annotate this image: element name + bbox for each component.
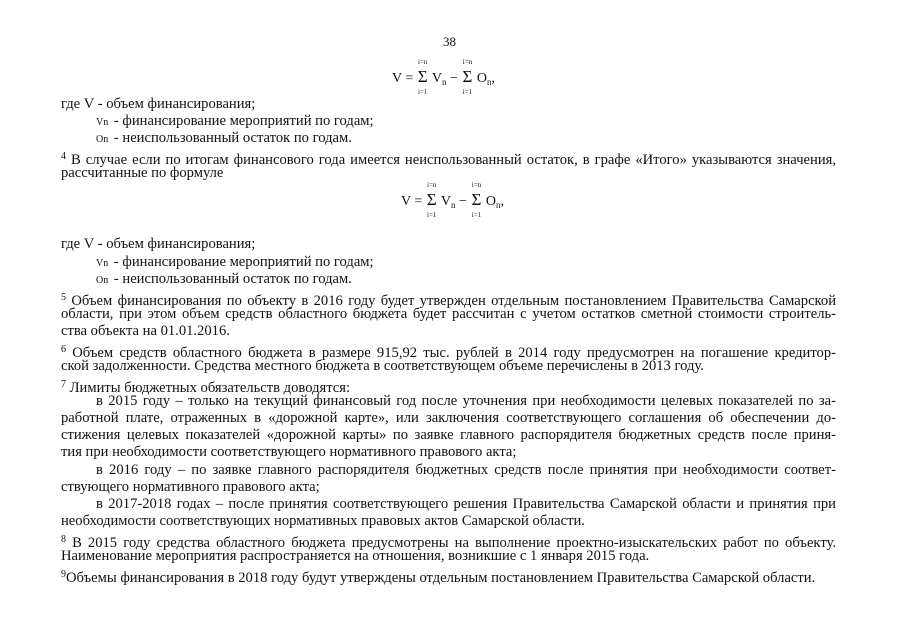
formula-sub: n [486,77,492,87]
formula-var-o: O [476,71,487,86]
note-7-p2-line-2: ствующего нормативного правового акта; [61,479,320,495]
vn-symbol: Vn [96,117,109,128]
note-5-line-3: ства объекта на 01.01.2016. [61,323,230,339]
footnote-mark-6: 6 [61,344,66,355]
on-symbol: On [96,275,109,286]
formula-eq: = [405,71,414,86]
note-5-text: Объем финансирования по объекту в 2016 году будет утвержден отдельным постановлением Правительства Самарской [71,293,837,309]
where-line-2: где V - объем финансирования; [61,236,256,252]
formula-end: , [491,71,495,86]
note-7-p3-line-1: в 2017-2018 годах – после принятия соответствующего решения Правительства Самарской области и принятия при [96,496,836,512]
sum-bottom: i=1 [418,88,428,96]
note-9-text: Объемы финансирования в 2018 году будут утверждены отдельным постановлением Правительства Самарской области. [66,570,816,586]
formula-lhs: V [401,194,411,209]
on-text: - неиспользованный остаток по годам. [113,130,352,146]
formula-1 [392,58,495,96]
formula-2 [401,181,504,219]
formula-sub: n [495,200,501,210]
sum-symbol-1: Σ i=n i=1 [426,181,437,219]
note-4-line-2: рассчитанные по формуле [61,165,224,181]
note-7-p1-line-3: стижения целевых показателей «дорожной карты» по заявке главного распорядителя бюджетных средств после приня- [61,427,836,443]
vn-text: - финансирование мероприятий по годам; [113,254,374,270]
footnote-mark-4: 4 [61,151,66,162]
sum-top: i=n [462,58,473,66]
sum-top: i=n [427,181,437,189]
footnote-mark-8: 8 [61,534,66,545]
vn-symbol: Vn [96,258,109,269]
formula-minus: − [459,194,467,209]
sum-bottom: i=1 [471,211,482,219]
sum-symbol-2: Σ i=n i=1 [462,58,473,96]
footnote-mark-7: 7 [61,379,66,390]
formula-var-o: O [485,194,496,209]
note-5-line-2: области, при этом объем средств областного бюджета будет рассчитан с учетом остатков сметной стоимости строитель- [61,306,836,322]
vn-text: - финансирование мероприятий по годам; [113,113,374,129]
vn-definition-2 [96,254,374,272]
formula-sub: n [451,200,456,210]
footnote-mark-9: 9 [61,569,66,580]
sum-top: i=n [471,181,482,189]
formula-var-v: V [431,71,443,86]
vn-definition-1 [96,113,374,131]
sum-top: i=n [418,58,428,66]
formula-eq: = [414,194,423,209]
on-definition-2 [96,271,352,289]
note-7-p2-line-1: в 2016 году – по заявке главного распорядителя бюджетных средств после принятия при необходимости соответ- [96,462,836,478]
note-6-text: Объем средств областного бюджета в размере 915,92 тыс. рублей в 2014 году предусмотрен на погашение кредитор- [72,345,836,361]
on-symbol: On [96,134,109,145]
note-6-line-2: ской задолженности. Средства местного бюджета в соответствующем объеме перечислены в 2013 году. [61,358,704,374]
sum-symbol-1: Σ i=n i=1 [417,58,428,96]
note-7-p1-line-4: тия при необходимости соответствующего нормативного правового акта; [61,444,517,460]
note-7-p1-line-2: работной плате, отраженных в «дорожной карте», или заключения соответствующего соглашения об обеспечении до- [61,410,836,426]
where-line-1: где V - объем финансирования; [61,96,256,112]
note-7-p1-line-1: в 2015 году – только на текущий финансовый год после уточнения при необходимости целевых показателей по за- [96,393,836,409]
note-4-text: В случае если по итогам финансового года имеется неиспользованный остаток, в графе «Итого» указываются значения, [71,152,836,168]
formula-lhs: V [392,71,402,86]
on-definition-1 [96,130,352,148]
note-7-text: Лимиты бюджетных обязательств доводятся: [69,380,351,396]
sum-bottom: i=1 [462,88,473,96]
formula-sub: n [442,77,447,87]
page-number: 38 [443,34,456,49]
sum-bottom: i=1 [427,211,437,219]
formula-var-v: V [440,194,452,209]
formula-end: , [500,194,504,209]
sum-symbol-2: Σ i=n i=1 [471,181,482,219]
footnote-mark-5: 5 [61,292,66,303]
note-7-p3-line-2: необходимости соответствующих нормативных правовых актов Самарской области. [61,513,585,529]
note-8-line-2: Наименование мероприятия распространяется на отношения, возникшие с 1 января 2015 года. [61,548,650,564]
note-9-line-1 [61,566,815,587]
on-text: - неиспользованный остаток по годам. [113,271,352,287]
formula-minus: − [450,71,458,86]
note-8-text: В 2015 году средства областного бюджета предусмотрены на выполнение проектно-изыскательских работ по объекту. [72,535,836,551]
